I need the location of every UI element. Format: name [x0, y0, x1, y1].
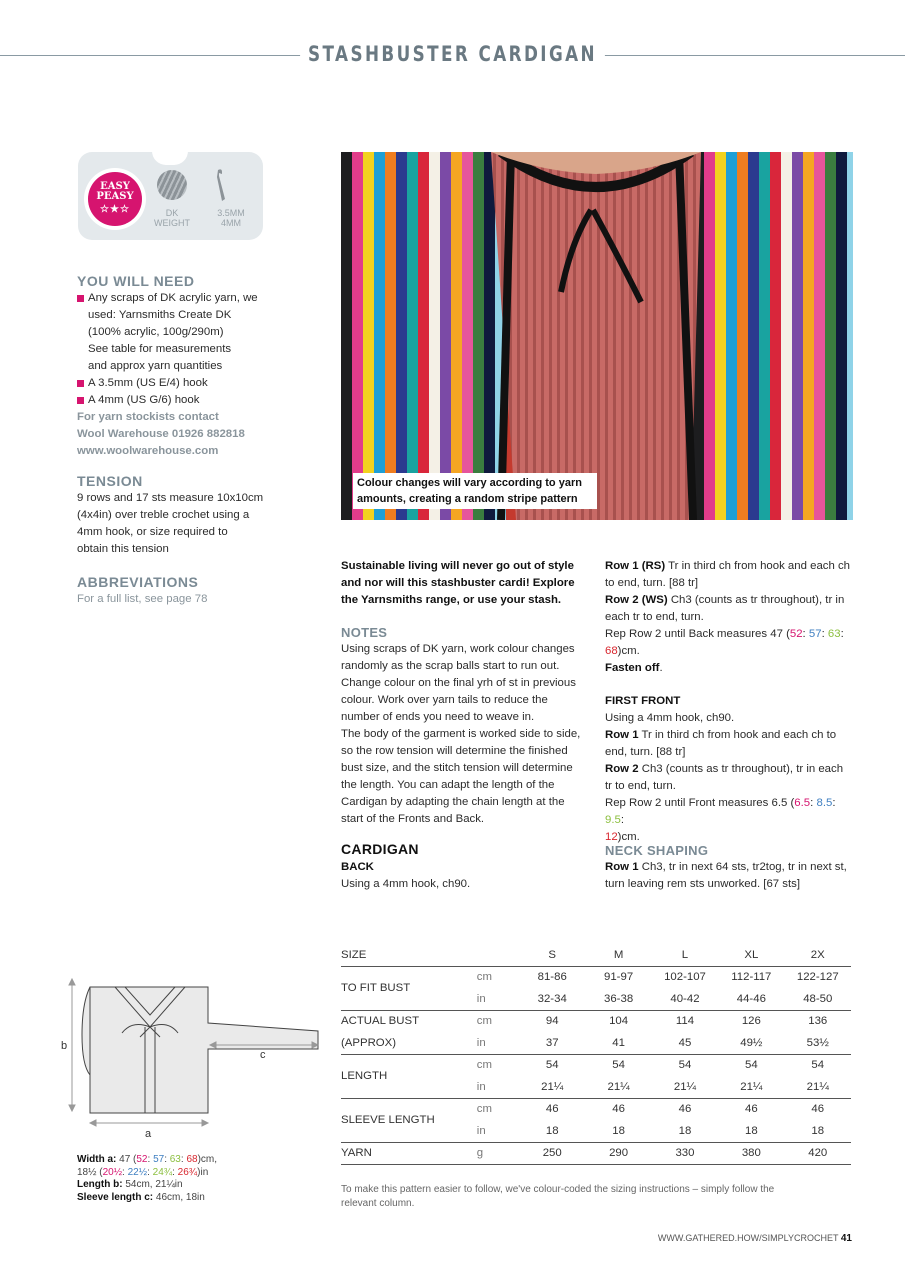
- page-footer: [658, 1233, 852, 1244]
- table-row: TO FIT BUST cm 81-86 91-97 102-107 112-117 122-127: [341, 971, 839, 994]
- page-title: STASHBUSTER CARDIGAN: [91, 42, 815, 66]
- striped-cardigan-image: [341, 152, 853, 520]
- diagram-caption: Width a: 47 (52: 57: 63: 68)cm, 18½ (20½: 22½: 24¾: 26¾)in Length b: 54cm, 21¼in Sleeve length c: 46cm, 18in: [77, 1154, 218, 1203]
- notes-heading: NOTES: [341, 625, 388, 640]
- cardigan-heading: CARDIGAN: [341, 841, 419, 857]
- table-row: in 18 18 18 18 18: [476, 1124, 825, 1137]
- table-note: To make this pattern easier to follow, we've colour-coded the sizing instructions – simply follow the relevant column.: [341, 1184, 775, 1209]
- tension-text: 9 rows and 17 sts measure 10x10cm (4x4in) over treble crochet using a 4mm hook, or size required to obtain this tension: [77, 492, 264, 555]
- neck-shaping-text: Row 1 Ch3, tr in next 64 sts, tr2tog, tr in next st, turn leaving rem sts unworked. [67 sts]: [605, 861, 847, 890]
- yarn-ball-icon: [157, 170, 187, 200]
- difficulty-line1: EASY: [100, 181, 130, 192]
- first-front-text: Using a 4mm hook, ch90. Row 1 Tr in third ch from hook and each ch to end, turn. [88 tr] Row 2 Ch3 (counts as tr throughout), tr in each tr to end, turn. Rep Row 2 until Front measures 6.5 (6.5: 8.5: 9.5: 12)cm.: [605, 712, 844, 843]
- photo-caption: Colour changes will vary according to yarn amounts, creating a random stripe pattern: [353, 473, 597, 509]
- first-front-heading: FIRST FRONT: [605, 695, 681, 707]
- difficulty-icon: [84, 168, 146, 230]
- table-row: in 32-34 36-38 40-42 44-46 48-50: [476, 992, 833, 1005]
- intro-text: Sustainable living will never go out of style and nor will this stashbuster cardi! Explore the Yarnsmiths range, or use your stash.: [341, 560, 575, 606]
- neck-shaping-heading: NECK SHAPING: [605, 843, 709, 858]
- list-item: A 3.5mm (US E/4) hook: [77, 375, 287, 392]
- list-item: Any scraps of DK acrylic yarn, we: [77, 290, 287, 307]
- weight-caption: DK WEIGHT: [154, 208, 190, 228]
- cardigan-photo: [341, 152, 853, 520]
- page-number: 41: [840, 1233, 852, 1244]
- diagram-label-c: c: [260, 1049, 266, 1061]
- table-row: LENGTH cm 54 54 54 54 54: [341, 1054, 851, 1076]
- diagram-label-a: a: [145, 1128, 152, 1140]
- table-row: in 21¼ 21¼ 21¼ 21¼ 21¼: [476, 1080, 829, 1093]
- stockist-phone: Wool Warehouse 01926 882818: [77, 428, 245, 440]
- you-will-need-heading: YOU WILL NEED: [77, 273, 195, 289]
- back-rows: Row 1 (RS) Tr in third ch from hook and each ch to end, turn. [88 tr] Row 2 (WS) Ch3 (counts as tr throughout), tr in each tr to end, turn. Rep Row 2 until Back measures 47 (52: 57: 63: 68)cm. Fasten off.: [605, 560, 850, 674]
- stockist-url[interactable]: www.woolwarehouse.com: [77, 445, 219, 457]
- table-row: (APPROX) in 37 41 45 49½ 53½: [341, 1036, 829, 1049]
- abbreviations-heading: ABBREVIATIONS: [77, 574, 199, 590]
- difficulty-stars: ☆★☆: [100, 204, 130, 215]
- table-row: SLEEVE LENGTH cm 46 46 46 46 46: [341, 1098, 851, 1120]
- abbreviations-text[interactable]: For a full list, see page 78: [77, 593, 208, 605]
- notes-text: Using scraps of DK yarn, work colour changes randomly as the scrap balls start to run out. Change colour on the final yrh of st in previous colour. Work over yarn tails to reduce the number of ends you need to weave in. The body of the garment is worked side to side, so the row tension will determine the finished bust size, and the stitch tension will determine the length. You can adapt the length of the Cardigan by adapting the chain length at the start of the Fronts and Back.: [341, 643, 581, 825]
- hook-caption: 3.5MM 4MM: [217, 208, 245, 228]
- you-will-need-list: Any scraps of DK acrylic yarn, we used: Yarnsmiths Create DK (100% acrylic, 100g/290m) See table for measurements and approx yarn quantities A 3.5mm (US E/4) hook A 4mm (US G/6) hook For yarn stockists contact Wool Warehouse 01926 882818 www.woolwarehouse.com: [77, 290, 287, 460]
- stockist-line: For yarn stockists contact: [77, 411, 219, 423]
- back-heading: BACK: [341, 861, 374, 873]
- footer-url[interactable]: WWW.GATHERED.HOW/SIMPLYCROCHET: [657, 1233, 839, 1243]
- table-header-row: SIZE S M L XL 2X: [341, 944, 851, 966]
- back-text: Using a 4mm hook, ch90.: [341, 878, 471, 890]
- tension-heading: TENSION: [77, 473, 143, 489]
- table-row: ACTUAL BUST cm 94 104 114 126 136: [341, 1010, 851, 1032]
- difficulty-line2: PEASY: [96, 191, 134, 202]
- size-table: [341, 944, 851, 1165]
- list-item: A 4mm (US G/6) hook: [77, 392, 287, 409]
- table-row: YARN g 250 290 330 380 420: [341, 1142, 851, 1165]
- diagram-label-b: b: [61, 1040, 68, 1052]
- cardigan-schematic: [60, 975, 322, 1135]
- crochet-hook-icon: [214, 168, 228, 202]
